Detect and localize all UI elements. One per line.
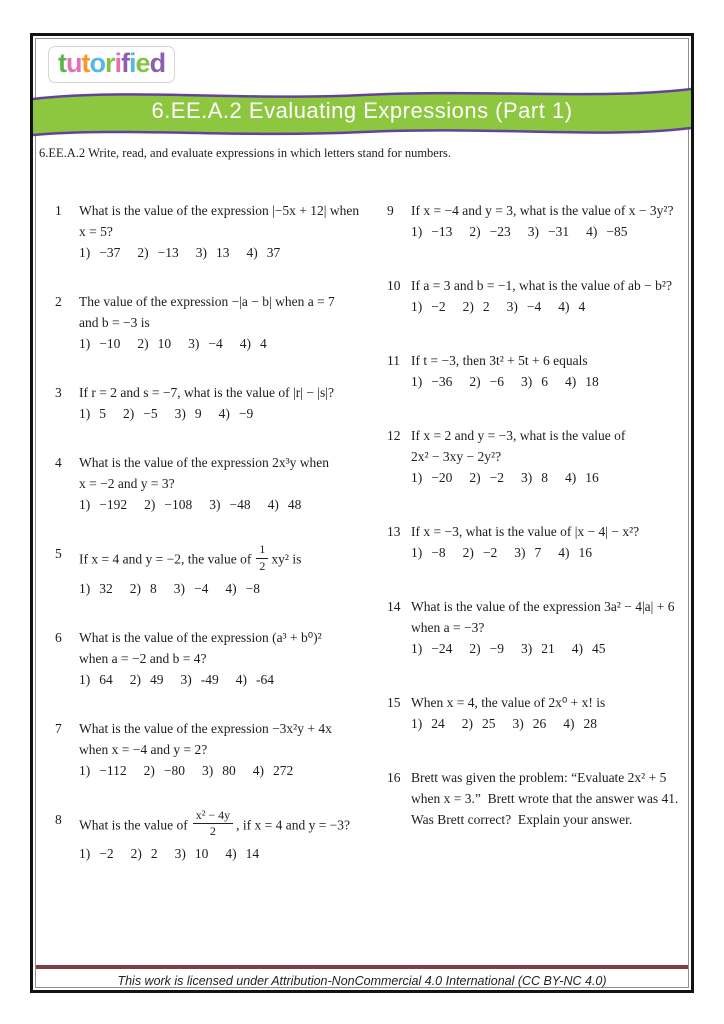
- choice-label: 4): [586, 224, 598, 239]
- answer-choices: [411, 221, 689, 242]
- question-item: [387, 692, 689, 734]
- choice-label: 2): [469, 641, 481, 656]
- choice-label: 1): [79, 245, 91, 260]
- answer-choices: [79, 843, 377, 864]
- choice-label: 1): [411, 299, 423, 314]
- choice-value: 80: [222, 762, 236, 778]
- question-line: x = −2 and y = 3?: [79, 476, 175, 491]
- choice-value: 13: [216, 245, 230, 260]
- choice-label: 2): [469, 374, 481, 389]
- logo-letter: f: [121, 48, 130, 78]
- choice-label: 3): [506, 299, 518, 314]
- answer-choices: [79, 669, 377, 690]
- choice-label: 1): [79, 336, 91, 351]
- choice-value: −192: [99, 497, 128, 512]
- choice-label: 3): [202, 762, 214, 778]
- question-number: 5: [55, 546, 62, 561]
- question-body: [411, 767, 689, 830]
- choice-value: 4: [260, 336, 267, 351]
- choice-value: −4: [208, 336, 223, 351]
- question-item: [55, 382, 377, 424]
- choice-label: 4): [267, 497, 279, 512]
- license-text: This work is licensed under Attribution-NonCommercial 4.0 International (CC BY-NC 4.0): [117, 974, 607, 988]
- choice-label: 1): [411, 224, 423, 239]
- choice-value: 48: [287, 497, 302, 512]
- question-item: [387, 350, 689, 392]
- question-item: [55, 543, 377, 599]
- question-item: [55, 627, 377, 690]
- choice-value: 4: [578, 299, 586, 314]
- question-line: x = 5?: [79, 224, 113, 239]
- right-column: [387, 200, 689, 863]
- choice-label: 3): [209, 497, 221, 512]
- question-body: [79, 452, 377, 515]
- choice-label: 1): [79, 846, 91, 862]
- question-item: [387, 596, 689, 659]
- fraction-numerator: x² − 4y: [193, 809, 233, 825]
- choice-label: 3): [174, 406, 186, 421]
- choice-value: −9: [489, 641, 504, 656]
- question-body: [79, 718, 377, 781]
- question-item: [387, 200, 689, 242]
- question-item: [55, 718, 377, 781]
- choice-value: 26: [532, 716, 547, 731]
- question-text: , if x = 4 and y = −3?: [236, 816, 351, 832]
- choice-label: 1): [79, 406, 91, 421]
- question-number: 7: [55, 720, 62, 736]
- choice-label: 3): [180, 671, 192, 687]
- question-number: 4: [55, 455, 62, 470]
- question-body: [411, 200, 689, 242]
- choice-value: 7: [534, 545, 542, 560]
- choice-label: 3): [195, 245, 207, 260]
- question-line: What is the value of the expression 2x³y when: [79, 455, 329, 470]
- choice-label: 3): [512, 716, 524, 731]
- question-line: What is the value of the expression −3x²y + 4x: [79, 720, 332, 736]
- choice-value: −4: [194, 580, 209, 596]
- answer-choices: [79, 760, 377, 781]
- choice-label: 1): [411, 716, 423, 731]
- question-line: When x = 4, the value of 2x⁰ + x! is: [411, 695, 606, 710]
- question-line: What is the value of the expression 3a² − 4|a| + 6: [411, 599, 675, 614]
- choice-label: 2): [137, 245, 149, 260]
- choice-value: −80: [163, 762, 185, 778]
- choice-label: 3): [188, 336, 200, 351]
- choice-label: 2): [137, 336, 149, 351]
- choice-value: -64: [256, 671, 274, 687]
- answer-choices: [411, 467, 689, 488]
- choice-value: −20: [431, 470, 453, 485]
- choice-value: 2: [150, 846, 158, 862]
- worksheet-title: 6.EE.A.2 Evaluating Expressions (Part 1): [151, 98, 573, 123]
- choice-value: 24: [431, 716, 445, 731]
- choice-value: −36: [431, 374, 453, 389]
- choice-label: 3): [527, 224, 539, 239]
- choice-label: 4): [252, 762, 264, 778]
- choice-value: −2: [482, 545, 498, 560]
- choice-label: 4): [571, 641, 583, 656]
- choice-value: 5: [99, 406, 106, 421]
- question-number: 3: [55, 385, 62, 400]
- question-number: 8: [55, 811, 62, 827]
- question-body: [411, 425, 689, 488]
- choice-value: 10: [157, 336, 172, 351]
- question-line: when a = −3?: [411, 620, 485, 635]
- logo-letter: r: [105, 48, 115, 78]
- question-text: xy² is: [271, 551, 302, 567]
- question-item: [55, 291, 377, 354]
- choice-label: 4): [235, 671, 247, 687]
- question-line: Brett was given the problem: “Evaluate 2x² + 5: [411, 770, 667, 785]
- choice-label: 2): [130, 846, 142, 862]
- choice-label: 3): [514, 545, 526, 560]
- choice-value: −9: [238, 406, 254, 421]
- question-number: 1: [55, 203, 62, 218]
- tutorified-logo: [48, 46, 175, 83]
- question-body: [411, 275, 689, 317]
- choice-value: 10: [194, 846, 209, 862]
- logo-letter: d: [149, 48, 166, 78]
- choice-value: 16: [585, 470, 599, 485]
- choice-label: 4): [565, 374, 577, 389]
- question-item: [55, 809, 377, 865]
- question-body: [411, 692, 689, 734]
- question-line: Was Brett correct? Explain your answer.: [411, 812, 633, 827]
- choice-value: 18: [585, 374, 599, 389]
- choice-label: 4): [558, 545, 570, 560]
- choice-value: 8: [150, 580, 157, 596]
- choice-value: 64: [99, 671, 113, 687]
- question-body: [411, 596, 689, 659]
- choice-value: 9: [194, 406, 202, 421]
- answer-choices: [79, 242, 377, 263]
- logo-letter: t: [58, 48, 66, 78]
- choice-label: 4): [246, 245, 258, 260]
- choice-label: 2): [462, 545, 474, 560]
- choice-value: −5: [143, 406, 158, 421]
- choice-label: 4): [565, 470, 577, 485]
- question-number: 12: [387, 428, 401, 443]
- question-number: 14: [387, 599, 401, 614]
- choice-value: 14: [245, 846, 260, 862]
- answer-choices: [79, 333, 377, 354]
- question-line: If a = 3 and b = −1, what is the value of ab − b²?: [411, 278, 672, 293]
- choice-value: −13: [431, 224, 453, 239]
- answer-choices: [411, 296, 689, 317]
- answer-choices: [411, 542, 689, 563]
- question-item: [55, 452, 377, 515]
- choice-value: -49: [200, 671, 219, 687]
- fraction: [193, 809, 233, 840]
- question-item: [55, 200, 377, 263]
- question-number: 11: [387, 353, 400, 368]
- choice-label: 4): [218, 406, 230, 421]
- question-item: [387, 767, 689, 830]
- choice-value: 37: [266, 245, 281, 260]
- choice-value: −2: [489, 470, 504, 485]
- choice-value: 8: [541, 470, 548, 485]
- choice-label: 1): [411, 470, 423, 485]
- question-number: 9: [387, 203, 394, 218]
- choice-value: 6: [541, 374, 548, 389]
- choice-value: 2: [482, 299, 490, 314]
- choice-value: 49: [150, 671, 164, 687]
- choice-label: 4): [225, 846, 237, 862]
- choice-label: 1): [79, 671, 91, 687]
- choice-label: 3): [174, 846, 186, 862]
- question-item: [387, 425, 689, 488]
- answer-choices: [411, 638, 689, 659]
- question-text: If x = 4 and y = −2, the value of: [79, 551, 252, 567]
- choice-value: −2: [99, 846, 114, 862]
- choice-label: 2): [469, 224, 481, 239]
- question-number: 2: [55, 294, 62, 309]
- logo-letter: i: [114, 48, 122, 78]
- question-number: 15: [387, 695, 401, 710]
- question-line: If t = −3, then 3t² + 5t + 6 equals: [411, 353, 588, 368]
- choice-label: 2): [129, 580, 141, 596]
- choice-label: 2): [144, 497, 156, 512]
- question-body: [79, 382, 377, 424]
- choice-label: 4): [239, 336, 251, 351]
- choice-value: −23: [489, 224, 511, 239]
- question-line: and b = −3 is: [79, 315, 150, 330]
- logo-letter: u: [66, 48, 82, 78]
- question-body: [411, 521, 689, 563]
- question-line: when x = −4 and y = 2?: [79, 741, 208, 757]
- choice-label: 3): [173, 580, 185, 596]
- answer-choices: [411, 371, 689, 392]
- choice-label: 1): [79, 497, 91, 512]
- choice-value: 32: [99, 580, 113, 596]
- question-body: [79, 291, 377, 354]
- standard-description: 6.EE.A.2 Write, read, and evaluate expressions in which letters stand for numbers.: [39, 146, 451, 160]
- left-column: [55, 200, 377, 892]
- choice-value: −6: [489, 374, 504, 389]
- choice-value: −2: [431, 299, 446, 314]
- fraction: [256, 543, 268, 574]
- choice-value: −24: [431, 641, 453, 656]
- choice-value: 28: [583, 716, 597, 731]
- choice-label: 3): [521, 641, 533, 656]
- choice-label: 2): [123, 406, 135, 421]
- choice-label: 2): [129, 671, 141, 687]
- question-body: [79, 200, 377, 263]
- choice-label: 2): [469, 470, 481, 485]
- choice-label: 1): [411, 374, 423, 389]
- choice-value: −8: [431, 545, 446, 560]
- choice-value: −85: [606, 224, 628, 239]
- fraction-denominator: 2: [209, 824, 216, 839]
- logo-letter: e: [135, 48, 150, 78]
- question-body: [79, 809, 377, 865]
- question-line: If x = −4 and y = 3, what is the value of x − 3y²?: [411, 203, 674, 218]
- choice-label: 2): [462, 299, 474, 314]
- question-line: 2x² − 3xy − 2y²?: [411, 449, 502, 464]
- question-body: [411, 350, 689, 392]
- choice-value: −37: [99, 245, 121, 260]
- choice-value: 21: [541, 641, 555, 656]
- question-body: [79, 543, 377, 599]
- question-number: 13: [387, 524, 401, 539]
- choice-label: 4): [558, 299, 570, 314]
- answer-choices: [79, 494, 377, 515]
- choice-value: −4: [526, 299, 542, 314]
- choice-value: −13: [157, 245, 179, 260]
- choice-label: 3): [521, 374, 533, 389]
- question-body: [79, 627, 377, 690]
- choice-value: 272: [273, 762, 294, 778]
- choice-label: 1): [79, 762, 91, 778]
- choice-label: 2): [143, 762, 155, 778]
- choice-value: 25: [482, 716, 496, 731]
- question-number: 10: [387, 278, 401, 293]
- choice-value: −108: [164, 497, 193, 512]
- choice-value: −10: [99, 336, 121, 351]
- choice-label: 1): [411, 545, 423, 560]
- fraction-numerator: 1: [256, 543, 268, 559]
- choice-label: 2): [461, 716, 473, 731]
- question-item: [387, 521, 689, 563]
- question-line: What is the value of the expression |−5x + 12| when: [79, 203, 360, 218]
- choice-label: 1): [411, 641, 423, 656]
- answer-choices: [79, 403, 377, 424]
- choice-label: 1): [79, 580, 91, 596]
- choice-value: −8: [245, 580, 260, 596]
- question-line: The value of the expression −|a − b| when a = 7: [79, 294, 335, 309]
- question-item: [387, 275, 689, 317]
- question-line: If x = 2 and y = −3, what is the value of: [411, 428, 626, 443]
- title-banner: [33, 83, 691, 143]
- question-columns: [33, 200, 691, 892]
- answer-choices: [79, 578, 377, 599]
- answer-choices: [411, 713, 689, 734]
- question-number: 6: [55, 629, 62, 645]
- fraction-denominator: 2: [259, 558, 266, 573]
- footer-rule: [36, 965, 688, 969]
- question-line: [79, 543, 377, 578]
- logo-letter: t: [81, 48, 90, 78]
- question-line: when a = −2 and b = 4?: [79, 650, 207, 666]
- question-line: when x = 3.” Brett wrote that the answer was 41.: [411, 791, 679, 806]
- choice-label: 4): [225, 580, 237, 596]
- logo-letter: i: [129, 48, 136, 78]
- question-line: If x = −3, what is the value of |x − 4| − x²?: [411, 524, 640, 539]
- question-text: What is the value of: [79, 816, 188, 832]
- logo-letter: o: [89, 48, 105, 78]
- question-line: What is the value of the expression (a³ + b⁰)²: [79, 629, 322, 645]
- worksheet-page: [30, 33, 694, 993]
- choice-value: 16: [578, 545, 592, 560]
- choice-value: 45: [592, 641, 606, 656]
- choice-label: 3): [521, 470, 533, 485]
- choice-value: −48: [229, 497, 251, 512]
- question-number: 16: [387, 770, 401, 785]
- choice-label: 4): [563, 716, 575, 731]
- question-line: If r = 2 and s = −7, what is the value of |r| − |s|?: [79, 385, 334, 400]
- question-line: [79, 809, 377, 844]
- choice-value: −112: [99, 762, 127, 778]
- choice-value: −31: [548, 224, 570, 239]
